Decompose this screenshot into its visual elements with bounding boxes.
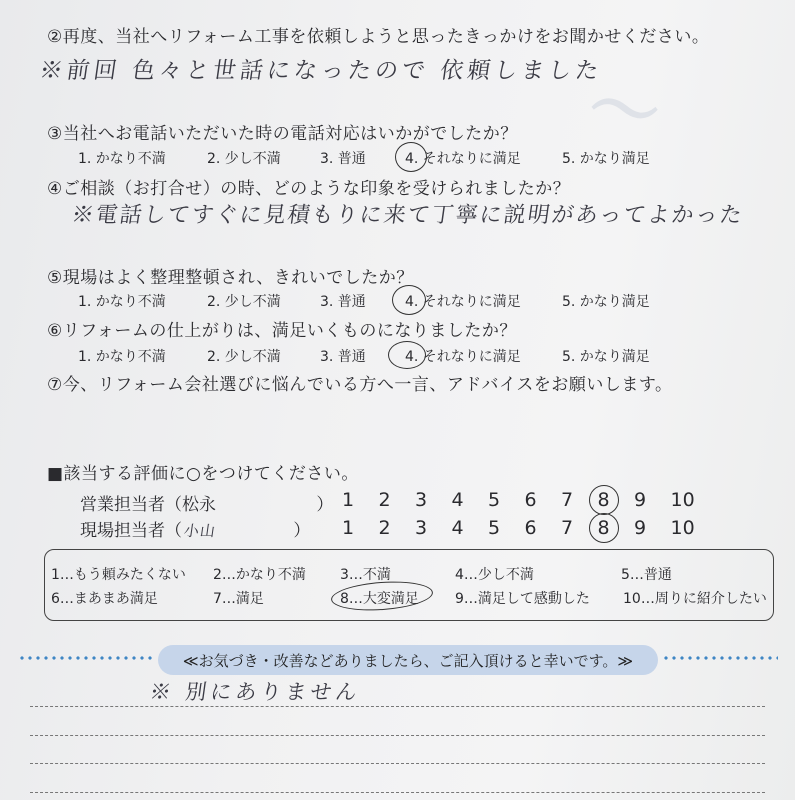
- sales-score-3[interactable]: 3: [415, 489, 428, 511]
- q3-selection-circle: [395, 142, 427, 172]
- comment-line-2: [30, 735, 765, 736]
- sales-score-4[interactable]: 4: [451, 489, 464, 511]
- question-3-title: ③当社へお電話いただいた時の電話対応はいかがでしたか？: [47, 124, 518, 144]
- sales-rep-name: 営業担当者（松永: [80, 495, 216, 515]
- sales-score-6[interactable]: 6: [524, 489, 537, 511]
- sales-score-2[interactable]: 2: [378, 489, 391, 511]
- evaluation-heading: ■該当する評価に○をつけてください。: [47, 464, 359, 484]
- q3-option-5[interactable]: 5. かなり満足: [562, 151, 650, 167]
- site-score-6[interactable]: 6: [524, 517, 537, 539]
- question-2-answer: ※前回 色々と世話になったので 依頼しました: [37, 58, 605, 84]
- question-6-title: ⑥リフォームの仕上がりは、満足いくものになりましたか？: [47, 321, 517, 341]
- sales-score-5[interactable]: 5: [488, 489, 501, 511]
- question-3-options: [0, 148, 795, 168]
- question-4-answer: ※電話してすぐに見積もりに来て丁寧に説明があってよかった: [69, 203, 746, 228]
- background-watermark: 〜: [583, 64, 665, 157]
- comments-banner: [158, 645, 658, 675]
- sales-score-selection-circle: [589, 485, 619, 515]
- q6-option-3[interactable]: 3. 普通: [320, 349, 366, 365]
- comment-line-3: [30, 763, 765, 764]
- question-5-options: [0, 291, 795, 311]
- sales-score-9[interactable]: 9: [634, 489, 647, 511]
- q6-option-5[interactable]: 5. かなり満足: [562, 349, 650, 365]
- site-score-8[interactable]: 8: [597, 517, 610, 539]
- legend-item-9: 9…満足して感動した: [455, 591, 590, 607]
- sales-score-8[interactable]: 8: [597, 489, 610, 511]
- legend-item-1: 1…もう頼みたくない: [51, 567, 186, 583]
- legend-item-4: 4…少し不満: [455, 567, 534, 583]
- q3-option-4[interactable]: 4. それなりに満足: [405, 151, 521, 167]
- site-score-selection-circle: [589, 513, 619, 543]
- sales-score-scale: [0, 489, 795, 515]
- legend-item-6: 6…まあまあ満足: [51, 591, 158, 607]
- site-score-scale: [0, 517, 795, 543]
- rating-legend-box: [44, 549, 774, 621]
- site-rep-close: ）: [293, 521, 311, 541]
- q5-option-2[interactable]: 2. 少し不満: [207, 294, 281, 310]
- question-4-title: ④ご相談（お打合せ）の時、どのような印象を受けられましたか？: [47, 179, 571, 199]
- q6-option-2[interactable]: 2. 少し不満: [207, 349, 281, 365]
- q3-option-1[interactable]: 1. かなり不満: [78, 151, 166, 167]
- banner-dots-right: [662, 656, 778, 660]
- comment-line-4: [30, 792, 765, 793]
- legend-item-10: 10…周りに紹介したい: [623, 591, 767, 607]
- q3-option-3[interactable]: 3. 普通: [320, 151, 366, 167]
- comments-answer: ※ 別にありません: [148, 680, 363, 704]
- site-rep-name: 小山: [182, 522, 218, 540]
- q5-option-5[interactable]: 5. かなり満足: [562, 294, 650, 310]
- legend-item-3: 3…不満: [340, 567, 391, 583]
- site-score-5[interactable]: 5: [488, 517, 501, 539]
- site-score-10[interactable]: 10: [670, 517, 695, 539]
- site-score-3[interactable]: 3: [415, 517, 428, 539]
- comments-banner-text: ≪お気づき・改善などありましたら、ご記入頂けると幸いです。≫: [182, 651, 634, 670]
- q5-option-4[interactable]: 4. それなりに満足: [405, 294, 521, 310]
- q3-option-2[interactable]: 2. 少し不満: [207, 151, 281, 167]
- q6-selection-circle: [388, 341, 426, 369]
- sales-rep-close: ）: [316, 495, 334, 515]
- q5-option-1[interactable]: 1. かなり不満: [78, 294, 166, 310]
- site-score-1[interactable]: 1: [342, 517, 355, 539]
- site-score-9[interactable]: 9: [634, 517, 647, 539]
- site-score-4[interactable]: 4: [451, 517, 464, 539]
- comment-line-1: [30, 706, 765, 707]
- sales-score-1[interactable]: 1: [342, 489, 355, 511]
- legend-item-5: 5…普通: [621, 567, 672, 583]
- question-7-title: ⑦今、リフォーム会社選びに悩んでいる方へ一言、アドバイスをお願いします。: [47, 375, 673, 395]
- question-5-title: ⑤現場はよく整理整頓され、きれいでしたか？: [47, 268, 414, 288]
- sales-score-10[interactable]: 10: [670, 489, 695, 511]
- site-score-7[interactable]: 7: [561, 517, 574, 539]
- q5-selection-circle: [392, 285, 426, 315]
- site-score-2[interactable]: 2: [378, 517, 391, 539]
- site-rep-prefix: 現場担当者（: [80, 521, 182, 541]
- question-6-options: [0, 346, 795, 366]
- q6-option-1[interactable]: 1. かなり不満: [78, 349, 166, 365]
- q6-option-4[interactable]: 4. それなりに満足: [405, 349, 521, 365]
- legend-item-8: 8…大変満足: [340, 591, 419, 607]
- legend-item-2: 2…かなり不満: [213, 567, 306, 583]
- banner-dots-left: [18, 656, 154, 660]
- question-2-title: ②再度、当社へリフォーム工事を依頼しようと思ったきっかけをお聞かせください。: [47, 27, 710, 47]
- q5-option-3[interactable]: 3. 普通: [320, 294, 366, 310]
- legend-item-7: 7…満足: [213, 591, 264, 607]
- sales-score-7[interactable]: 7: [561, 489, 574, 511]
